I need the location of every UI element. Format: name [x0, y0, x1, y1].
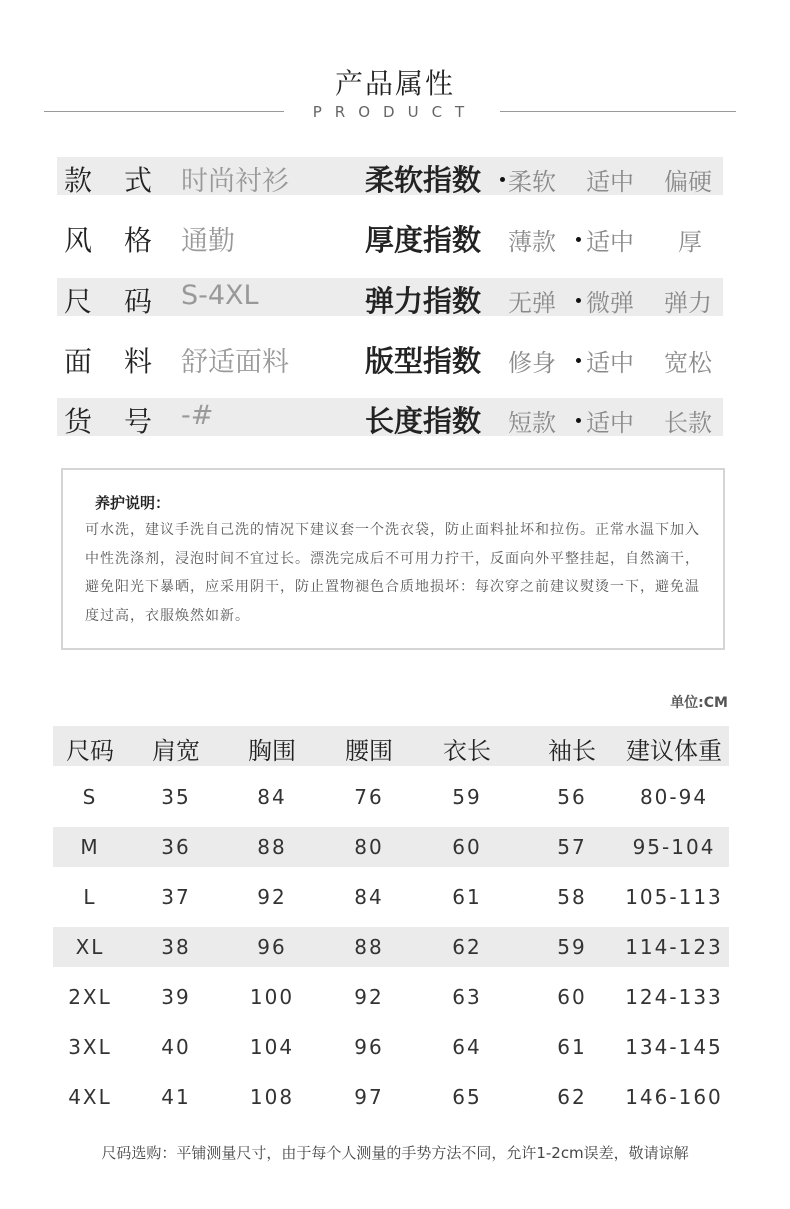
- attr-label-char: 式: [124, 164, 153, 197]
- table-cell: 61: [452, 885, 482, 909]
- index-label: 厚度指数: [365, 223, 482, 257]
- selected-indicator-dot: [576, 298, 581, 303]
- table-cell: 92: [354, 985, 384, 1009]
- divider-right: [500, 111, 736, 112]
- table-cell: 96: [354, 1035, 384, 1059]
- table-cell: S: [82, 785, 98, 809]
- table-cell: 58: [557, 885, 587, 909]
- attr-label: [64, 219, 184, 259]
- table-header-cell: 腰围: [345, 737, 393, 765]
- table-cell: XL: [75, 935, 105, 959]
- attr-label-char: 格: [124, 224, 153, 257]
- table-cell: 61: [557, 1035, 587, 1059]
- table-cell: 124-133: [625, 985, 723, 1009]
- table-cell: 35: [161, 785, 191, 809]
- table-cell: 60: [452, 835, 482, 859]
- table-header-cell: 肩宽: [152, 737, 200, 765]
- index-option: 适中: [586, 349, 634, 377]
- table-cell: 80: [354, 835, 384, 859]
- table-cell: 104: [249, 1035, 295, 1059]
- table-cell: 84: [354, 885, 384, 909]
- page-subtitle: PRODUCT: [312, 103, 478, 121]
- attr-label: [64, 400, 184, 440]
- index-option: 长款: [664, 409, 712, 437]
- index-option: 短款: [508, 409, 556, 437]
- table-cell: 108: [249, 1085, 295, 1109]
- attr-label-char: 风: [64, 224, 93, 257]
- attr-label-char: 号: [124, 405, 153, 438]
- table-cell: 41: [161, 1085, 191, 1109]
- selected-indicator-dot: [576, 358, 581, 363]
- table-cell: 88: [354, 935, 384, 959]
- table-cell: 92: [257, 885, 287, 909]
- attr-label-char: 货: [64, 405, 93, 438]
- index-option: 薄款: [508, 228, 556, 256]
- care-title: 养护说明：: [95, 494, 171, 512]
- table-cell: 36: [161, 835, 191, 859]
- attr-value: S-4XL: [181, 280, 259, 311]
- table-cell: 60: [557, 985, 587, 1009]
- table-cell: 95-104: [632, 835, 716, 859]
- table-cell: 40: [161, 1035, 191, 1059]
- attr-label-char: 尺: [64, 285, 93, 318]
- index-label: 版型指数: [365, 344, 482, 378]
- unit-label: 单位:CM: [670, 695, 728, 711]
- table-cell: 62: [452, 935, 482, 959]
- index-label: 长度指数: [365, 404, 482, 438]
- table-cell: 56: [557, 785, 587, 809]
- selected-indicator-dot: [500, 177, 505, 182]
- table-header-cell: 建议体重: [626, 737, 722, 765]
- table-cell: 76: [354, 785, 384, 809]
- index-option: 弹力: [664, 289, 712, 317]
- table-cell: 59: [452, 785, 482, 809]
- table-cell: 57: [557, 835, 587, 859]
- index-option: 宽松: [664, 349, 712, 377]
- index-option: 适中: [586, 409, 634, 437]
- table-cell: 2XL: [68, 985, 112, 1009]
- attr-label: [64, 159, 184, 199]
- page-title: 产品属性: [334, 67, 455, 100]
- table-cell: 63: [452, 985, 482, 1009]
- index-label: 弹力指数: [365, 284, 482, 318]
- table-header-cell: 尺码: [66, 737, 114, 765]
- index-option: 柔软: [508, 168, 556, 196]
- attr-value: 舒适面料: [181, 347, 289, 378]
- size-footnote: 尺码选购：平铺测量尺寸，由于每个人测量的手势方法不同，允许1-2cm误差，敬请谅解: [101, 1144, 689, 1162]
- table-cell: 39: [161, 985, 191, 1009]
- attr-label-char: 料: [124, 345, 153, 378]
- index-label: 柔软指数: [365, 163, 482, 197]
- table-cell: 4XL: [68, 1085, 112, 1109]
- index-option: 适中: [586, 168, 634, 196]
- index-option: 厚: [678, 228, 702, 256]
- table-header-cell: 胸围: [248, 737, 296, 765]
- table-cell: 146-160: [625, 1085, 723, 1109]
- table-cell: 100: [249, 985, 295, 1009]
- table-cell: 88: [257, 835, 287, 859]
- table-cell: 80-94: [639, 785, 709, 809]
- table-cell: 134-145: [625, 1035, 723, 1059]
- table-cell: 105-113: [625, 885, 723, 909]
- table-cell: M: [80, 835, 100, 859]
- index-option: 偏硬: [664, 168, 712, 196]
- table-cell: 97: [354, 1085, 384, 1109]
- table-cell: 114-123: [625, 935, 723, 959]
- table-header-cell: 衣长: [443, 737, 491, 765]
- attr-label-char: 面: [64, 345, 93, 378]
- attr-value: -#: [181, 400, 214, 431]
- attr-label: [64, 280, 184, 320]
- selected-indicator-dot: [576, 418, 581, 423]
- table-cell: 96: [257, 935, 287, 959]
- index-option: 无弹: [508, 289, 556, 317]
- selected-indicator-dot: [576, 237, 581, 242]
- index-option: 适中: [586, 228, 634, 256]
- attr-label-char: 码: [124, 285, 153, 318]
- table-cell: 3XL: [68, 1035, 112, 1059]
- table-cell: 38: [161, 935, 191, 959]
- table-cell: 59: [557, 935, 587, 959]
- table-cell: 84: [257, 785, 287, 809]
- table-cell: 37: [161, 885, 191, 909]
- table-cell: 62: [557, 1085, 587, 1109]
- attr-value: 通勤: [181, 226, 235, 257]
- table-cell: 65: [452, 1085, 482, 1109]
- care-text: 可水洗，建议手洗自己洗的情况下建议套一个洗衣袋，防止面料扯坏和拉伤。正常水温下加入中性洗涤剂，浸泡时间不宜过长。漂洗完成后不可用力拧干，反面向外平整挂起，自然滴干，避免阳光下暴晒，应采用阴干，防止置物褪色合质地损坏：每次穿之前建议熨烫一下，避免温度过高，衣服焕然如新。: [85, 522, 700, 624]
- index-option: 修身: [508, 349, 556, 377]
- attr-value: 时尚衬衫: [181, 166, 289, 197]
- table-cell: 64: [452, 1035, 482, 1059]
- table-header-cell: 袖长: [548, 737, 596, 765]
- table-cell: L: [83, 885, 97, 909]
- attr-label-char: 款: [64, 164, 93, 197]
- index-option: 微弹: [586, 289, 634, 317]
- attr-label: [64, 340, 184, 380]
